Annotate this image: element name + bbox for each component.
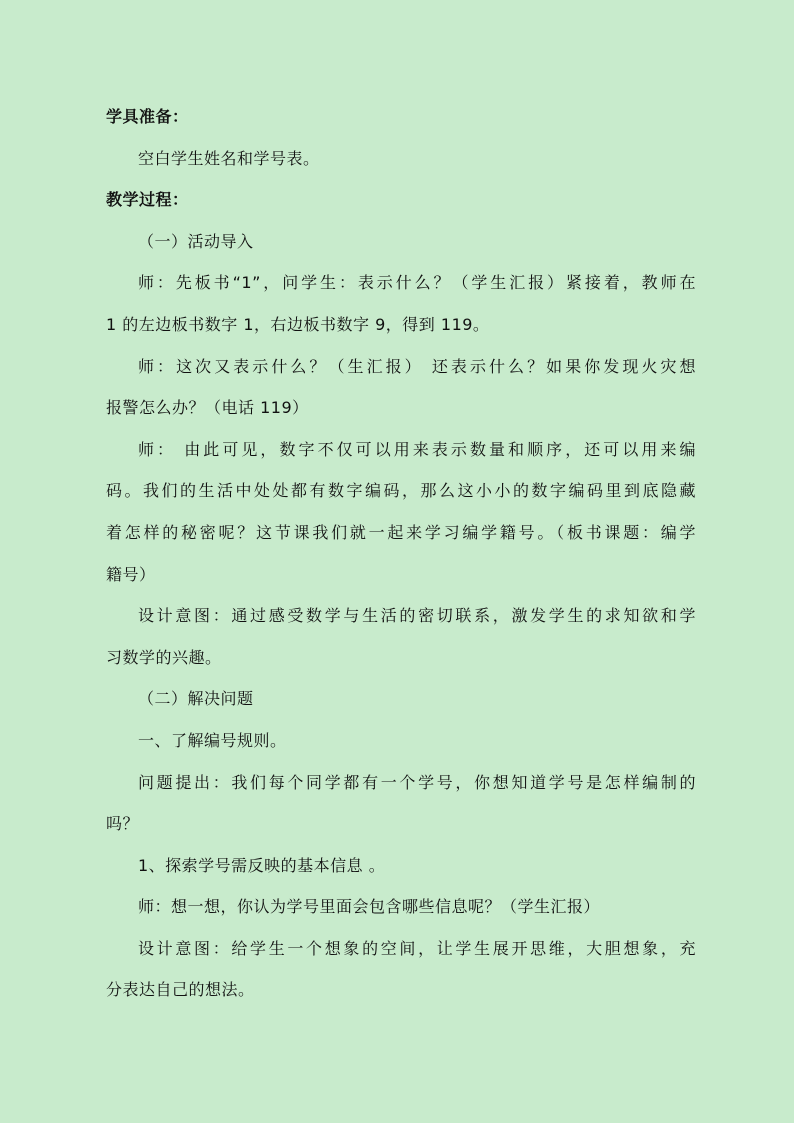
part1-design-line1: 设计意图：通过感受数学与生活的密切联系，激发学生的求知欲和学: [138, 606, 696, 626]
part2-title: （二）解决问题: [138, 689, 254, 709]
part2-question-line1: 问题提出：我们每个同学都有一个学号，你想知道学号是怎样编制的: [138, 772, 696, 792]
heading-materials: 学具准备：: [106, 107, 189, 126]
part1-design-line2: 习数学的兴趣。: [106, 647, 222, 667]
part2-teacher-line: 师：想一想，你认为学号里面会包含哪些信息呢？（学生汇报）: [138, 897, 601, 917]
part1-title: （一）活动导入: [138, 231, 254, 251]
part1-para2-line1: 师：这次又表示什么？（生汇报） 还表示什么？如果你发现火灾想: [138, 356, 696, 376]
part2-design-line2: 分表达自己的想法。: [106, 980, 255, 1000]
part1-para3-line2: 码。我们的生活中处处都有数字编码，那么这小小的数字编码里到底隐藏: [106, 481, 696, 501]
part1-para3-line4: 籍号）: [106, 564, 156, 584]
part2-subtitle: 一、了解编号规则。: [138, 730, 287, 750]
heading-teaching-process: 教学过程：: [106, 190, 189, 210]
materials-text: 空白学生姓名和学号表。: [138, 148, 320, 168]
part1-para1-line2: 1 的左边板书数字 1，右边板书数字 9，得到 119。: [106, 314, 490, 334]
part2-design-line1: 设计意图：给学生一个想象的空间，让学生展开思维，大胆想象，充: [138, 938, 696, 958]
part2-question-line2: 吗？: [106, 814, 140, 834]
part1-para3-line1: 师： 由此可见，数字不仅可以用来表示数量和顺序，还可以用来编: [138, 439, 696, 459]
part2-step1: 1、探索学号需反映的基本信息 。: [138, 855, 386, 875]
part1-para2-line2: 报警怎么办？（电话 119）: [106, 398, 309, 418]
document-body: [106, 96, 696, 1011]
part1-para3-line3: 着怎样的秘密呢？这节课我们就一起来学习编学籍号。（板书课题：编学: [106, 522, 696, 542]
part1-para1-line1: 师：先板书“1”，问学生：表示什么？（学生汇报）紧接着，教师在: [138, 273, 696, 293]
